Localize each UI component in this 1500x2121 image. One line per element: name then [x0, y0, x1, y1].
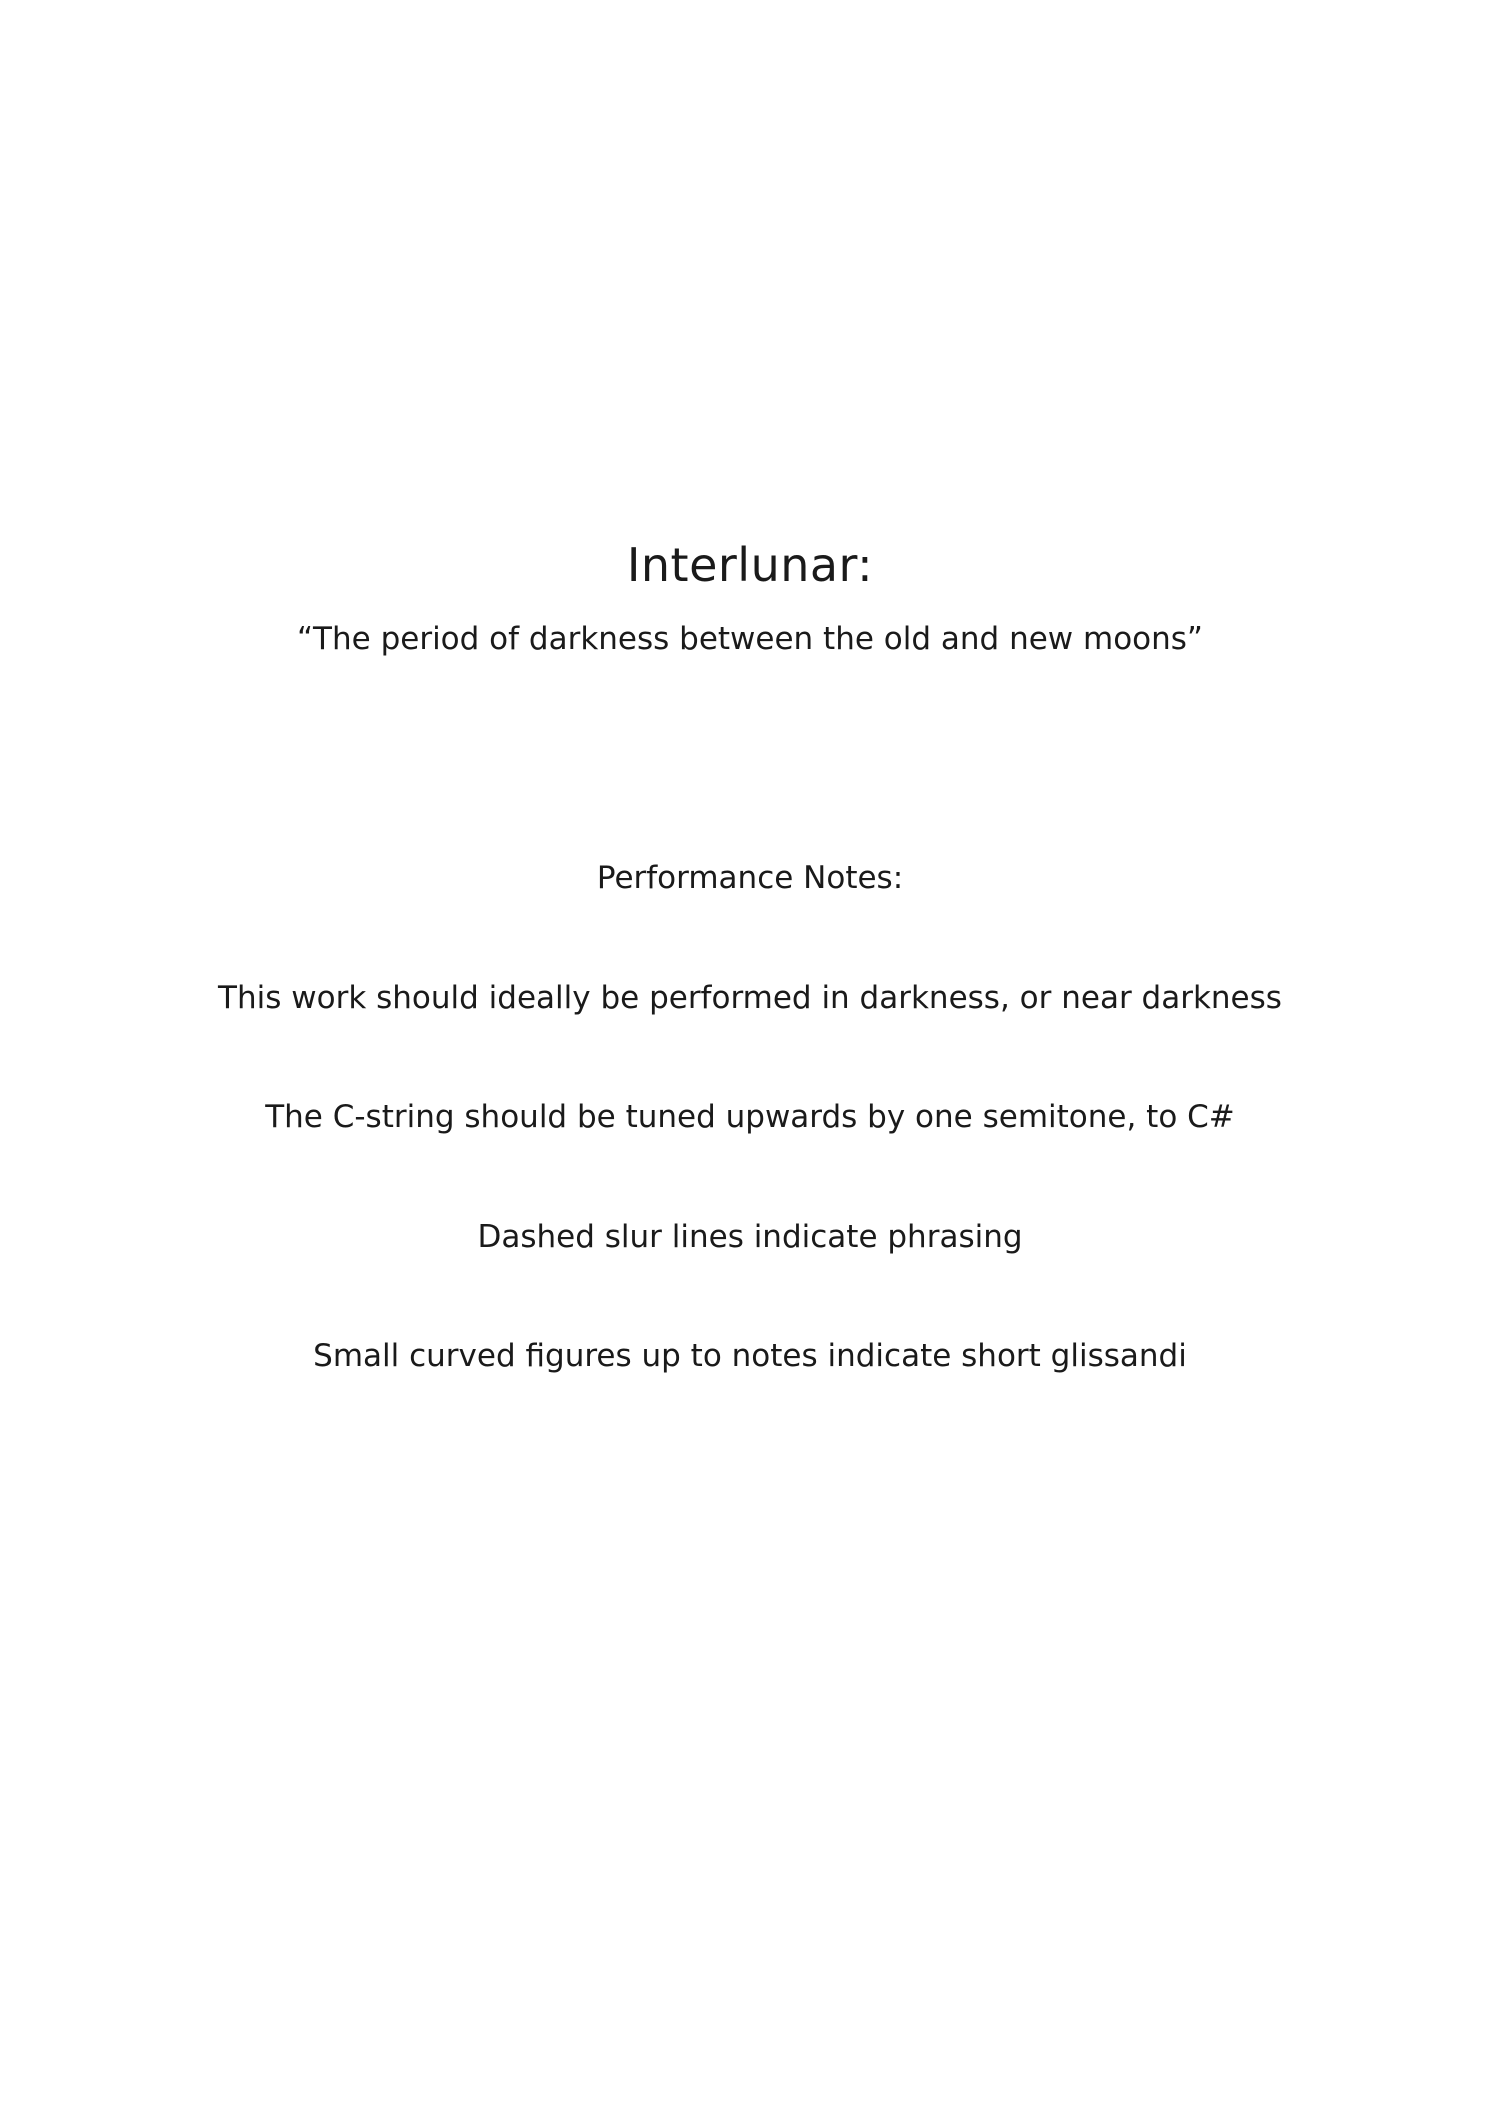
performance-note-item: Small curved figures up to notes indicate short glissandi: [313, 1338, 1187, 1374]
page-title: Interlunar:: [626, 538, 874, 592]
performance-note-item: This work should ideally be performed in darkness, or near darkness: [218, 980, 1282, 1016]
performance-note-item: The C-string should be tuned upwards by one semitone, to C#: [265, 1099, 1235, 1135]
page-subtitle: “The period of darkness between the old and new moons”: [297, 621, 1203, 657]
performance-note-item: Dashed slur lines indicate phrasing: [477, 1219, 1023, 1255]
performance-notes-heading: Performance Notes:: [596, 860, 904, 896]
